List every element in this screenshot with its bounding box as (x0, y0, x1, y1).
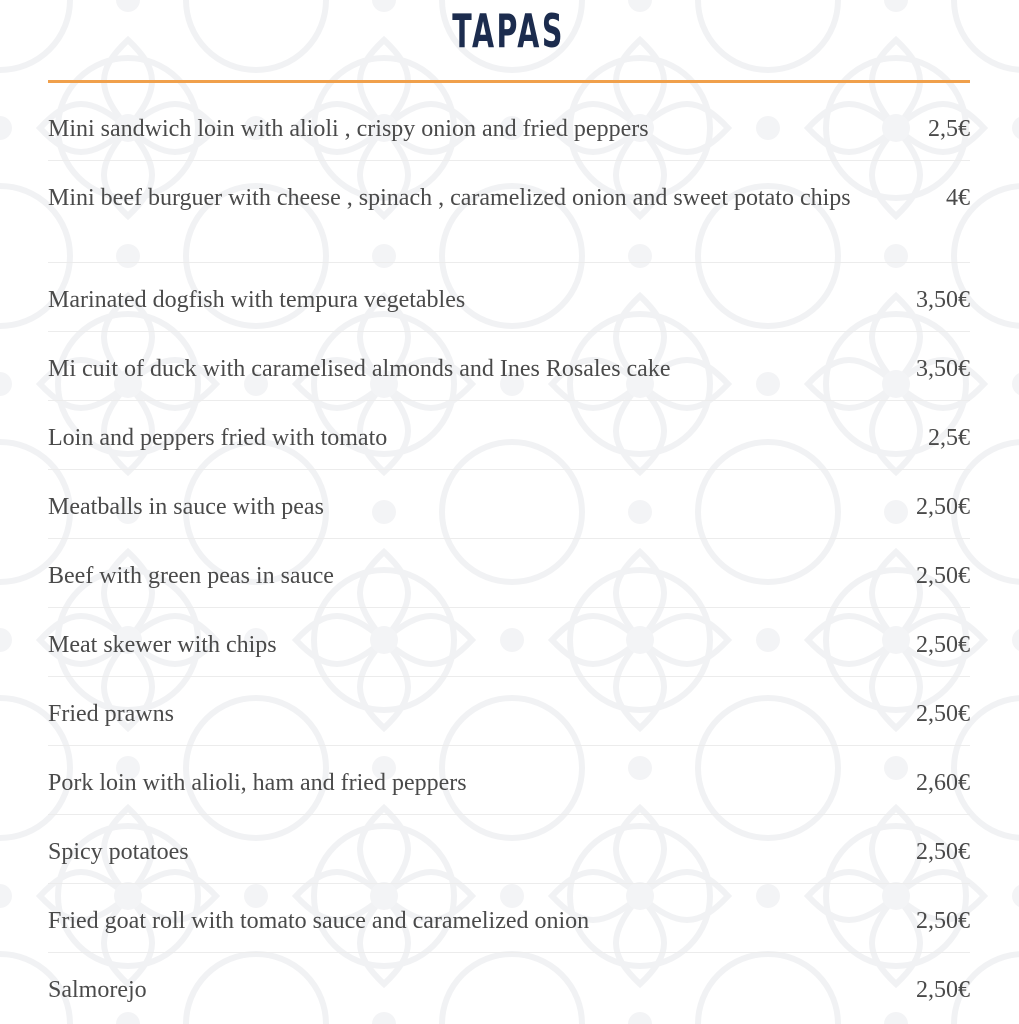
menu-item-name: Spicy potatoes (48, 839, 189, 865)
menu-item-price: 2,5€ (928, 116, 970, 142)
menu-item-price: 3,50€ (916, 287, 970, 313)
menu-item (48, 401, 970, 470)
menu-item (48, 953, 970, 1022)
menu-item-name: Mi cuit of duck with caramelised almonds and Ines Rosales cake (48, 356, 671, 382)
menu-item (48, 677, 970, 746)
menu-item-name: Meatballs in sauce with peas (48, 494, 324, 520)
menu-item-name: Mini sandwich loin with alioli , crispy onion and fried peppers (48, 116, 649, 142)
menu-item (48, 92, 970, 161)
menu-item-name: Beef with green peas in sauce (48, 563, 334, 589)
menu-item (48, 608, 970, 677)
menu-item-name: Marinated dogfish with tempura vegetables (48, 287, 466, 313)
menu-item-price: 2,50€ (916, 494, 970, 520)
menu-item-name: Fried goat roll with tomato sauce and caramelized onion (48, 908, 590, 934)
menu-item (48, 746, 970, 815)
menu-item-price: 2,5€ (928, 425, 970, 451)
menu-item-name: Meat skewer with chips (48, 632, 277, 658)
section-title: TAPAS (452, 4, 565, 58)
menu-item (48, 884, 970, 953)
menu-item (48, 263, 970, 332)
menu-item-name: Fried prawns (48, 701, 174, 727)
menu-item (48, 470, 970, 539)
menu-item-price: 2,50€ (916, 908, 970, 934)
menu-item-name: Salmorejo (48, 977, 147, 1003)
menu-item-name: Mini beef burguer with cheese , spinach , caramelized onion and sweet potato chips (48, 185, 851, 211)
menu-item-price: 2,50€ (916, 977, 970, 1003)
menu-item-price: 2,50€ (916, 701, 970, 727)
menu-item-price: 2,50€ (916, 839, 970, 865)
menu-item (48, 815, 970, 884)
menu-item (48, 332, 970, 401)
menu-list (48, 92, 970, 1022)
menu-item (48, 161, 970, 263)
menu-item-price: 2,50€ (916, 563, 970, 589)
menu-item-name: Loin and peppers fried with tomato (48, 425, 388, 451)
menu-item-price: 2,60€ (916, 770, 970, 796)
title-divider (48, 80, 970, 83)
menu-item-price: 3,50€ (916, 356, 970, 382)
menu-item-name: Pork loin with alioli, ham and fried peppers (48, 770, 467, 796)
menu-item-price: 4€ (946, 185, 970, 211)
menu-item-price: 2,50€ (916, 632, 970, 658)
menu-item (48, 539, 970, 608)
